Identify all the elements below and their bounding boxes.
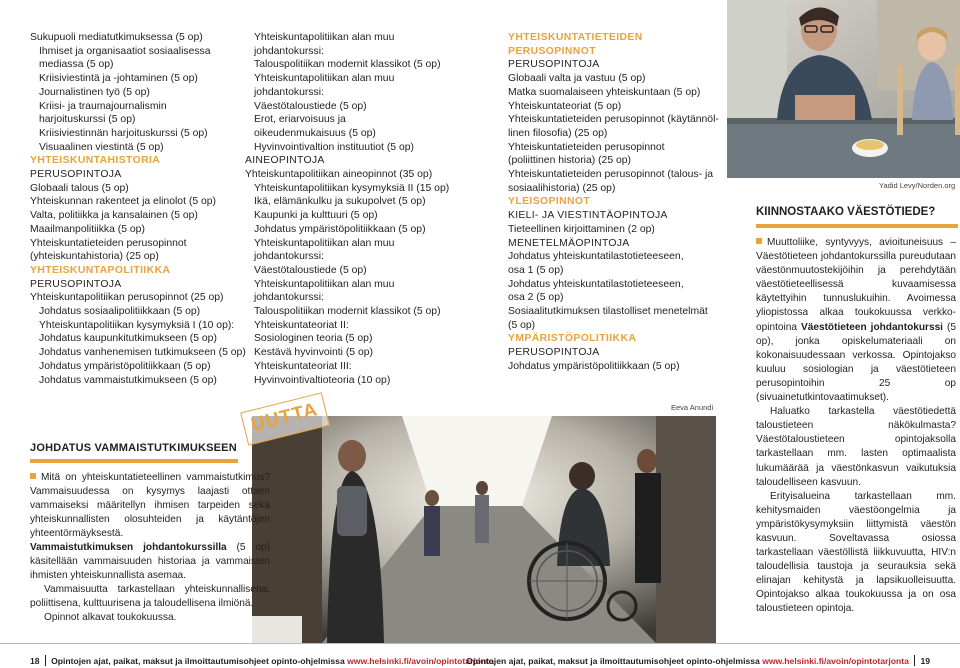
- course-line: Johdatus ympäristöpolitiikkaan (5 op): [508, 360, 680, 372]
- course-list-column-1: [30, 31, 246, 387]
- course-line: sosiaalihistoria) (25 op): [508, 182, 616, 194]
- course-line: Johdatus vanhenemisen tutkimukseen (5 op): [39, 347, 246, 359]
- section-heading: MENETELMÄOPINTOJA: [508, 237, 630, 249]
- subject-heading: YHTEISKUNTATIETEIDEN: [508, 32, 643, 43]
- course-line: Hyvinvointivaltioteoria (10 op): [254, 374, 391, 386]
- page-number: 18: [30, 656, 40, 666]
- course-line: Väestötaloustiede (5 op): [254, 100, 367, 112]
- course-line: mediassa (5 op): [39, 59, 114, 71]
- photo-credit: Eeva Anundi: [671, 403, 714, 412]
- footer-rule: [0, 643, 960, 644]
- course-line: Kriisiviestintä ja -johtaminen (5 op): [39, 73, 198, 85]
- course-line: Yhteiskuntapolitiikan alan muu: [254, 237, 395, 249]
- course-line: Yhteiskuntapolitiikan alan muu: [254, 32, 395, 43]
- course-line: Globaali talous (5 op): [30, 182, 129, 194]
- section-heading: KIELI- JA VIESTINTÄOPINTOJA: [508, 210, 668, 222]
- course-line: Kriisi- ja traumajournalismin: [39, 100, 167, 112]
- course-line: Tieteellinen kirjoittaminen (2 op): [508, 223, 655, 235]
- course-line: Yhteiskuntapolitiikan aineopinnot (35 op): [245, 169, 433, 181]
- section-heading: PERUSOPINTOJA: [30, 169, 122, 181]
- heading-rule: [756, 224, 958, 228]
- website-link[interactable]: www.helsinki.fi/avoin/opintotarjonta: [762, 656, 909, 666]
- course-line: Sukupuoli mediatutkimuksessa (5 op): [30, 32, 203, 43]
- subject-heading: YHTEISKUNTAPOLITIIKKA: [30, 264, 171, 276]
- subject-heading: YLEISOPINNOT: [508, 196, 591, 208]
- course-line: (poliittinen historia) (25 op): [508, 155, 632, 167]
- paragraph: Mitä on yhteiskuntatieteellinen vammaistutkimus? Vammaisuudessa on kysymys laajasti ottaen vammaiseksi määritellyn ihmisen tarpeiden sekä yhteiskunnallisten olosuhteiden ja käytäntöjen yhteentörmäyksestä.: [30, 472, 270, 539]
- website-link[interactable]: www.helsinki.fi/avoin/opintotarjonta: [347, 656, 494, 666]
- course-line: Hyvinvointivaltion instituutiot (5 op): [254, 141, 414, 153]
- course-line: Yhteiskuntapolitiikan alan muu: [254, 278, 395, 290]
- course-line: johdantokurssi:: [254, 86, 324, 98]
- paragraph: Vammaisuutta tarkastellaan yhteiskunnallisena, poliittisena, kulttuurisena ja taloudellisena ilmiönä.: [30, 584, 270, 609]
- course-line: Johdatus kaupunkitutkimukseen (5 op): [39, 333, 217, 345]
- bullet-square-icon: [756, 238, 762, 244]
- course-line: Yhteiskuntateoriat II:: [254, 319, 349, 331]
- course-line: Valta, politiikka ja kansalainen (5 op): [30, 210, 198, 222]
- footer-right: Opintojen ajat, paikat, maksut ja ilmoittautumisohjeet opinto-ohjelmissa www.helsinki.fi/avoin/opintotarjonta 19: [466, 656, 930, 666]
- course-line: Talouspolitiikan modernit klassikot (5 op): [254, 59, 441, 71]
- subject-heading: YHTEISKUNTAHISTORIA: [30, 155, 161, 167]
- section-heading: PERUSOPINTOJA: [508, 59, 600, 71]
- heading-rule: [30, 459, 238, 463]
- course-line: Yhteiskunnan rakenteet ja elinolot (5 op): [30, 196, 216, 208]
- course-line: Sosiaalitutkimuksen tilastolliset menetelmät: [508, 306, 708, 318]
- course-line: Globaali valta ja vastuu (5 op): [508, 73, 646, 85]
- course-line: linen filosofia) (25 op): [508, 127, 608, 139]
- course-line: Ihmiset ja organisaatiot sosiaalisessa: [39, 45, 211, 57]
- paragraph: Muuttoliike, syntyvyys, avioituneisuus – Väestötieteen johdantokurssilla pureudutaan väestönmuutostekijöihin ja perehdytään väestötieteellisessä kuvaamisessa käytettyihin tunnuslukuihin. Avoimessa yliopistossa alkaa toukokuussa verkko-opintoina Väestötieteen johdantokurssi (5 op), jonka opiskelumateriaali on kokonaisuudessaan verkossa. Opintojakso kuuluu sosiologian ja väestötieteen perusopintoihin 25 op (sivuainetutkintovaatimukset).: [756, 237, 956, 404]
- course-line: Yhteiskuntatieteiden perusopinnot: [30, 237, 187, 249]
- course-list-column-3: [508, 31, 718, 374]
- course-line: Väestötaloustiede (5 op): [254, 264, 367, 276]
- course-line: Johdatus vammaistutkimukseen (5 op): [39, 374, 217, 386]
- course-line: johdantokurssi:: [254, 45, 324, 57]
- course-line: Talouspolitiikan modernit klassikot (5 op): [254, 306, 441, 318]
- course-line: Ikä, elämänkulku ja sukupolvet (5 op): [254, 196, 426, 208]
- article-body: [756, 236, 956, 617]
- course-line: (5 op): [508, 319, 536, 331]
- course-line: Yhteiskuntapolitiikan kysymyksiä I (10 op):: [39, 319, 235, 331]
- course-line: Yhteiskuntapolitiikan perusopinnot (25 op): [30, 292, 224, 304]
- course-line: Visuaalinen viestintä (5 op): [39, 141, 164, 153]
- course-line: Yhteiskuntateoriat (5 op): [508, 100, 622, 112]
- section-heading: AINEOPINTOJA: [245, 155, 325, 167]
- course-line: oikeudenmukaisuus (5 op): [254, 127, 376, 139]
- section-heading: PERUSOPINTOJA: [508, 347, 600, 359]
- footer-left: 18 Opintojen ajat, paikat, maksut ja ilmoittautumisohjeet opinto-ohjelmissa www.helsinki.fi/avoin/opintotarjonta: [30, 656, 494, 666]
- course-line: Johdatus yhteiskuntatilastotieteeseen,: [508, 278, 684, 290]
- course-line: osa 1 (5 op): [508, 264, 564, 276]
- family-photo: [727, 0, 960, 178]
- paragraph: Vammaistutkimuksen johdantokurssilla (5 op) käsitellään vammaisuuden historiaa ja vammaisten ihmisten yhteiskunnallista asemaa.: [30, 542, 270, 581]
- course-line: Johdatus yhteiskuntatilastotieteeseen,: [508, 251, 684, 263]
- article-heading: JOHDATUS VAMMAISTUTKIMUKSEEN: [30, 442, 237, 454]
- course-line: johdantokurssi:: [254, 251, 324, 263]
- subject-heading: YMPÄRISTÖPOLITIIKKA: [508, 333, 637, 345]
- course-line: Maailmanpolitiikka (5 op): [30, 223, 145, 235]
- page-number: 19: [920, 656, 930, 666]
- course-line: Erot, eriarvoisuus ja: [254, 114, 346, 126]
- course-line: Johdatus ympäristöpolitiikkaan (5 op): [39, 360, 211, 372]
- divider: [45, 655, 47, 666]
- subject-heading: PERUSOPINNOT: [508, 45, 596, 57]
- course-line: osa 2 (5 op): [508, 292, 564, 304]
- course-line: Yhteiskuntapolitiikan kysymyksiä II (15 op): [254, 182, 450, 194]
- course-list-column-2: [245, 31, 485, 387]
- course-line: Johdatus sosiaalipolitiikkaan (5 op): [39, 306, 201, 318]
- course-line: Kriisiviestinnän harjoituskurssi (5 op): [39, 127, 208, 139]
- course-line: (yhteiskuntahistoria) (25 op): [30, 251, 159, 263]
- course-line: Yhteiskuntatieteiden perusopinnot (käytännöl-: [508, 114, 719, 126]
- course-line: Yhteiskuntatieteiden perusopinnot (talous- ja: [508, 169, 714, 181]
- course-line: Journalistinen työ (5 op): [39, 86, 150, 98]
- divider: [914, 655, 916, 666]
- article-heading: KIINNOSTAAKO VÄESTÖTIEDE?: [756, 206, 936, 218]
- course-line: Kaupunki ja kulttuuri (5 op): [254, 210, 378, 222]
- paragraph: Erityisalueina tarkastellaan mm. kehitysmaiden väestöongelmia ja ympäristökysymyksiin liittymistä väestön kasvuun. Soveltavassa osiossa tarkastellaan väestöllistä liikkuvuutta, HIV:n taloudellisia taustoja ja seurauksia sekä elinajan kehitystä ja lapsikuolleisuutta. Opintojakso alkaa toukokuussa ja on osa taloustieteen opintoja.: [756, 490, 956, 615]
- paragraph: Opinnot alkavat toukokuussa.: [44, 612, 177, 623]
- course-line: Kestävä hyvinvointi (5 op): [254, 347, 373, 359]
- new-badge: UUTTA: [240, 392, 330, 445]
- course-line: Yhteiskuntapolitiikan alan muu: [254, 73, 395, 85]
- article-body: [30, 471, 270, 625]
- course-line: Matka suomalaiseen yhteiskuntaan (5 op): [508, 86, 701, 98]
- bullet-square-icon: [30, 473, 36, 479]
- photo-credit: Yadid Levy/Norden.org: [879, 181, 956, 190]
- corridor-photo: [252, 416, 716, 643]
- course-line: harjoituskurssi (5 op): [39, 114, 136, 126]
- course-line: Yhteiskuntateoriat III:: [254, 360, 352, 372]
- course-line: Sosiologinen teoria (5 op): [254, 333, 373, 345]
- course-line: Yhteiskuntatieteiden perusopinnot: [508, 141, 665, 153]
- section-heading: PERUSOPINTOJA: [30, 278, 122, 290]
- course-line: johdantokurssi:: [254, 292, 324, 304]
- paragraph: Haluatko tarkastella väestötiedettä taloustieteen näkökulmasta? Väestötaloustieteen opintojaksolla tarkastellaan mm. lasten optimaalista lukumäärää ja väestönkasvun vaikutuksia taloudelliseen kasvuun.: [756, 406, 956, 488]
- course-line: Johdatus ympäristöpolitiikkaan (5 op): [254, 223, 426, 235]
